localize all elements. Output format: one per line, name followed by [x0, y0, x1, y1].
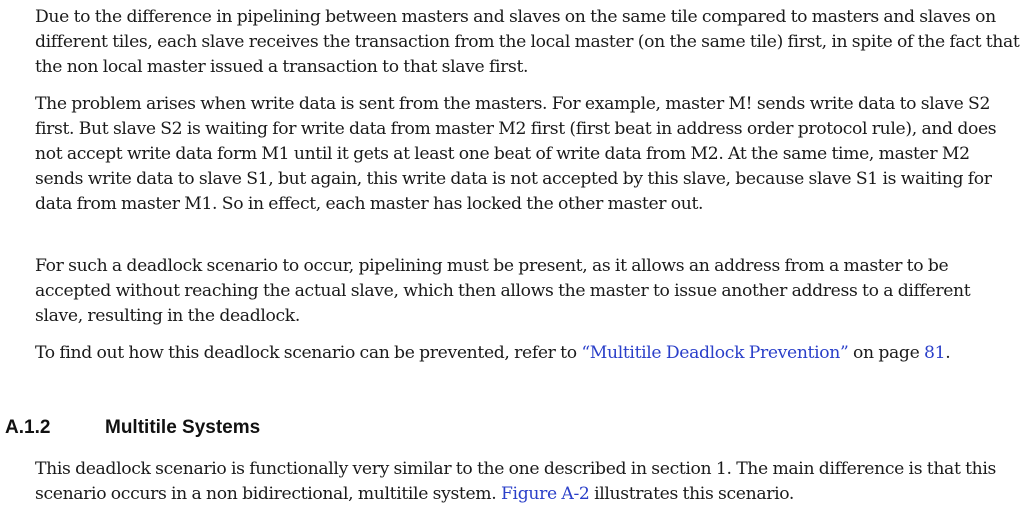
paragraph-multitile-description: [35, 457, 1020, 507]
section-title: Multitile Systems: [105, 417, 261, 438]
paragraph-prevention-reference: [35, 341, 1020, 366]
paragraph-deadlock-condition: For such a deadlock scenario to occur, pipelining must be present, as it allows an address from a master to be accepted without reaching the actual slave, which then allows the master to issue another address to a different slave, resulting in the deadlock.: [35, 256, 971, 326]
prevention-text-after: .: [945, 343, 951, 363]
multitile-deadlock-prevention-link[interactable]: “Multitile Deadlock Prevention”: [581, 343, 849, 363]
multitile-text-after: illustrates this scenario.: [589, 484, 795, 504]
section-number: A.1.2: [5, 417, 51, 438]
prevention-text-middle: on page: [848, 343, 925, 363]
paragraph-write-data-problem: The problem arises when write data is sent from the masters. For example, master M! sends write data to slave S2 first. But slave S2 is waiting for write data from master M2 first (first beat in address order protocol rule), and does not accept write data form M1 until it gets at least one beat of write data from M2. At the same time, master M2 sends write data to slave S1, but again, this write data is not accepted by this slave, because slave S1 is waiting for data from master M1. So in effect, each master has locked the other master out.: [35, 94, 997, 214]
figure-a2-link[interactable]: Figure A-2: [500, 484, 590, 504]
multitile-text-before: This deadlock scenario is functionally very similar to the one described in section 1. The main difference is that this scenario occurs in a non bidirectional, multitile system.: [35, 459, 997, 504]
section-heading: [5, 415, 260, 441]
paragraph-pipelining-difference: Due to the difference in pipelining between masters and slaves on the same tile compared to masters and slaves on different tiles, each slave receives the transaction from the local master (on the same tile) first, in spite of the fact that the non local master issued a transaction to that slave first.: [35, 7, 1020, 77]
page-81-link[interactable]: 81: [924, 343, 946, 363]
prevention-text-before: To find out how this deadlock scenario can be prevented, refer to: [35, 343, 582, 363]
